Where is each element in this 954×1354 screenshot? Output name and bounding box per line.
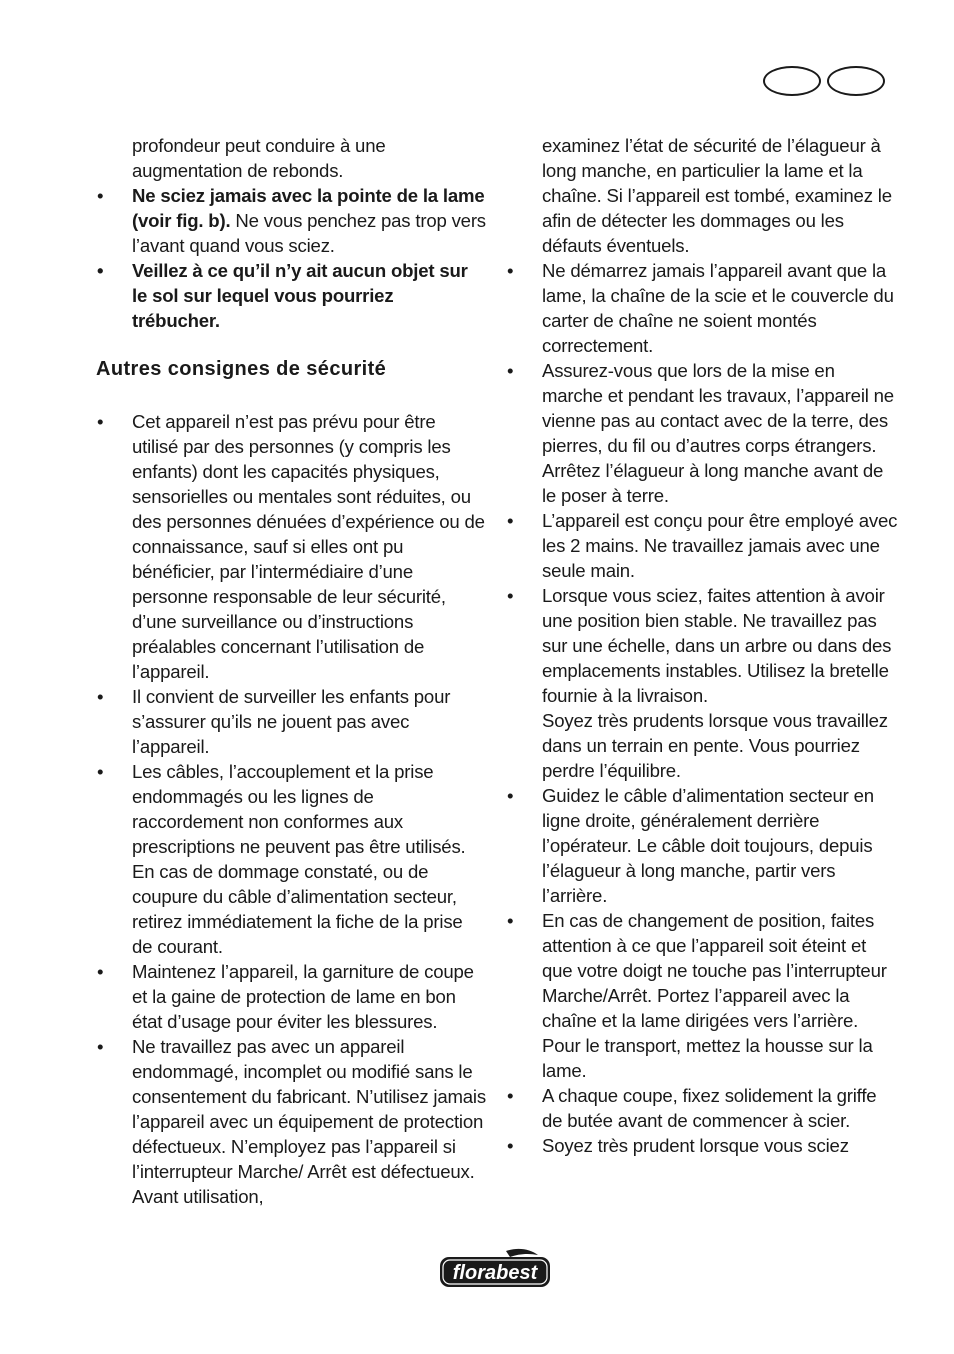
language-oval-left [763, 66, 821, 96]
logo-graphic [438, 1247, 552, 1289]
list-item: • Ne démarrez jamais l’appareil avant que la lame, la chaîne de la scie et le couvercle du carter de chaîne ne soient montés correctement. [506, 258, 898, 358]
continued-text: examinez l’état de sécurité de l’élagueur à long manche, en particulier la lame et la chaîne. Si l’appareil est tombé, examinez le afin de détecter les dommages ou les défauts éventuels. [542, 135, 892, 256]
list-item: • L’appareil est conçu pour être employé avec les 2 mains. Ne travaillez jamais avec une seule main. [506, 508, 898, 583]
logo-text: florabest [452, 1262, 538, 1284]
list-item: • Ne travaillez pas avec un appareil endommagé, incomplet ou modifié sans le consentement du fabricant. N’utilisez jamais l’appareil avec un équipement de protection défectueux. N’employez pas l’appareil si l’interrupteur Marche/ Arrêt est défectueux. Avant utilisation, [96, 1034, 486, 1209]
list-item [96, 183, 486, 258]
list-item: • A chaque coupe, fixez solidement la griffe de butée avant de commencer à scier. [506, 1083, 898, 1133]
right-column [506, 133, 898, 1158]
florabest-logo [438, 1247, 552, 1289]
list-item: • Il convient de surveiller les enfants pour s’assurer qu’ils ne jouent pas avec l’appareil. [96, 684, 486, 759]
list-item: • Veillez à ce qu’il n’y ait aucun objet sur le sol sur lequel vous pourriez trébucher. [96, 258, 486, 333]
list-item: • Assurez-vous que lors de la mise en marche et pendant les travaux, l’appareil ne vienne pas au contact avec de la terre, des pierres, du fil ou d’autres corps étrangers. Arrêtez l’élagueur à long manche avant de le poser à terre. [506, 358, 898, 508]
list-item: • En cas de changement de position, faites attention à ce que l’appareil soit éteint et que votre doigt ne touche pas l’interrupteur Marche/Arrêt. Portez l’appareil avec la chaîne et la lame dirigées vers l’arrière. Pour le transport, mettez la housse sur la lame. [506, 908, 898, 1083]
continued-text: profondeur peut conduire à une augmentation de rebonds. [132, 135, 386, 181]
left-column [96, 133, 486, 1209]
bold-text: Ne sciez jamais avec la pointe de la lame (voir fig. b). [132, 185, 485, 231]
body-text: Ne vous penchez pas trop vers l’avant quand vous sciez. [132, 210, 486, 256]
list-item: • Guidez le câble d’alimentation secteur en ligne droite, généralement derrière l’opérateur. Le câble doit toujours, depuis l’élagueur à long manche, partir vers l’arrière. [506, 783, 898, 908]
language-badge [763, 66, 891, 100]
section-heading: Autres consignes de sécurité [96, 358, 387, 380]
list-item: • Cet appareil n’est pas prévu pour être utilisé par des personnes (y compris les enfants) dont les capacités physiques, sensorielles ou mentales sont réduites, ou des personnes dénuées d’expérience ou de connaissance, sauf si elles ont pu bénéficier, par l’intermédiaire d’une personne responsable de leur sécurité, d’une surveillance ou d’instructions préalables concernant l’utilisation de l’appareil. [96, 409, 486, 684]
list-item: • Les câbles, l’accouplement et la prise endommagés ou les lignes de raccordement non conformes aux prescriptions ne peuvent pas être utilisés. En cas de dommage constaté, ou de coupure du câble d’alimentation secteur, retirez immédiatement la fiche de la prise de courant. [96, 759, 486, 959]
list-item: • Maintenez l’appareil, la garniture de coupe et la gaine de protection de lame en bon état d’usage pour éviter les blessures. [96, 959, 486, 1034]
item-extra-text: Soyez très prudents lorsque vous travaillez dans un terrain en pente. Vous pourriez perdre l’équilibre. [542, 710, 888, 781]
list-item [506, 583, 898, 783]
list-item: • Soyez très prudent lorsque vous sciez [506, 1133, 898, 1158]
item-text: • Lorsque vous sciez, faites attention à avoir une position bien stable. Ne travaillez pas sur une échelle, dans un arbre ou dans des emplacements instables. Utilisez la bretelle fournie à la livraison. [542, 585, 892, 706]
language-oval-right [827, 66, 885, 96]
